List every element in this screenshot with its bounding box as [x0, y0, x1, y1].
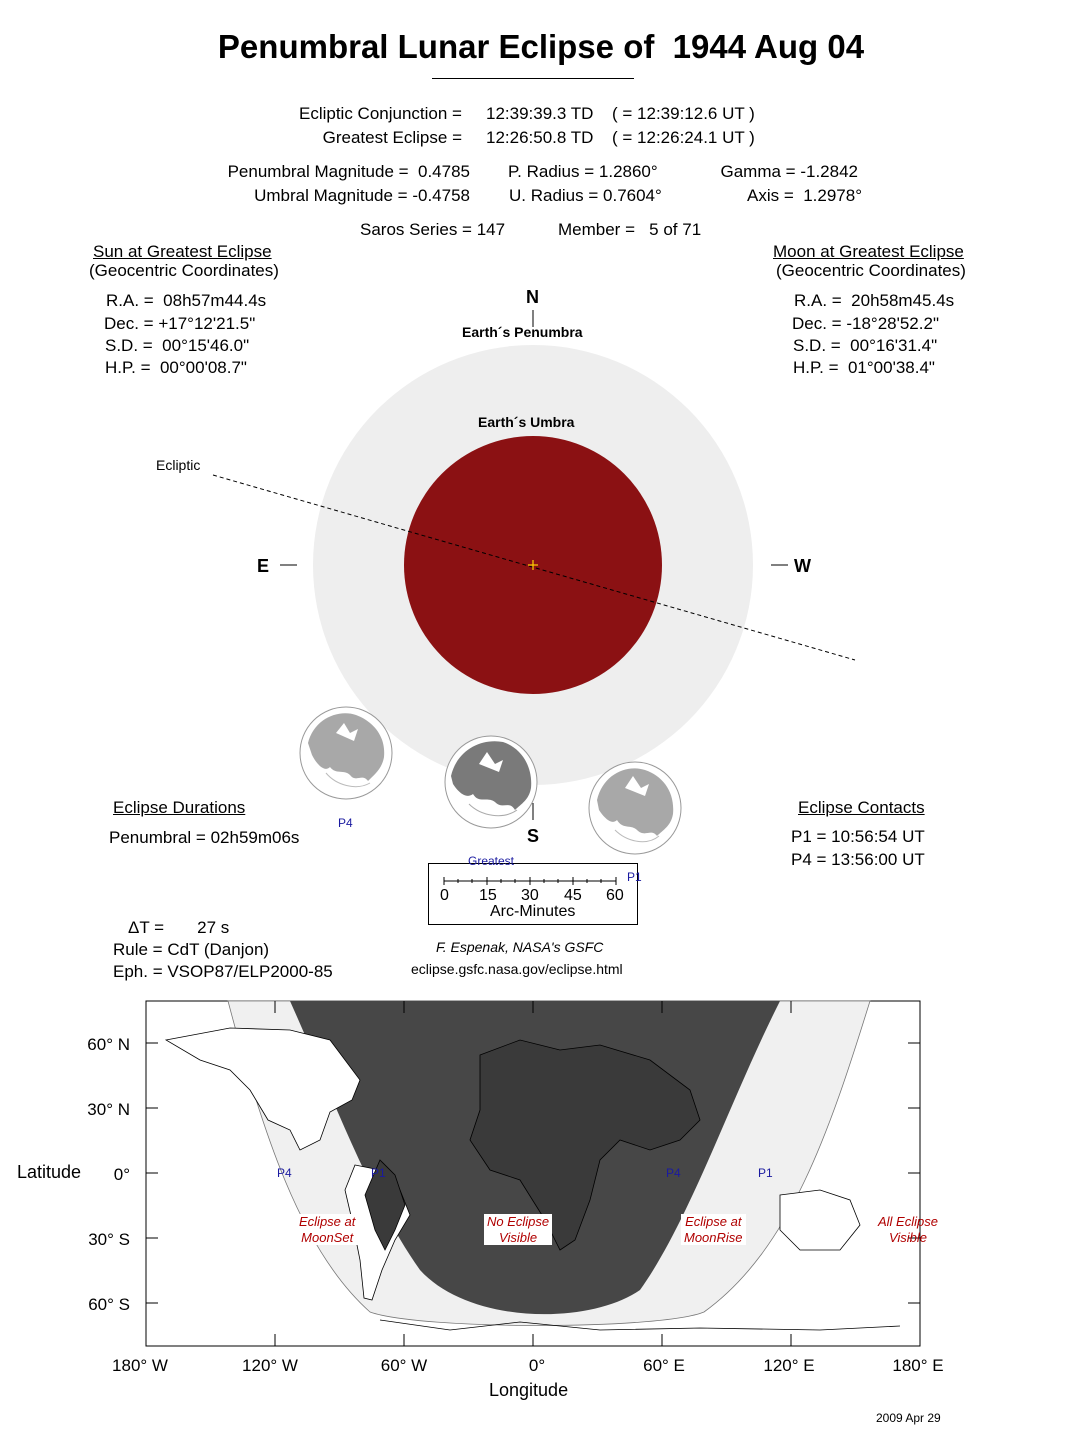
moon-hp: H.P. = 01°00'38.4"	[793, 358, 935, 377]
moon-dec: Dec. = -18°28'52.2"	[792, 314, 939, 333]
umbra-radius: U. Radius = 0.7604°	[509, 186, 662, 205]
conjunction-label: Ecliptic Conjunction =	[298, 104, 462, 123]
greatest-ut: ( = 12:26:24.1 UT )	[612, 128, 755, 147]
map-xlabel: Longitude	[489, 1380, 569, 1400]
lat-tick-30n: 30° N	[87, 1100, 130, 1119]
delta-t: ΔT = 27 s	[128, 918, 230, 937]
saros-series: Saros Series = 147	[360, 220, 506, 239]
east-label: E	[257, 556, 270, 576]
zone-moonrise-line2: MoonRise	[684, 1229, 743, 1245]
saros-member: Member = 5 of 71	[558, 220, 702, 239]
lon-tick-180w: 180° W	[112, 1356, 168, 1375]
map-p4-left: P4	[277, 1166, 292, 1180]
lon-tick-180e: 180° E	[892, 1356, 944, 1375]
umbra-label: Earth´s Umbra	[478, 414, 575, 430]
map-ylabel: Latitude	[17, 1162, 82, 1182]
moon-sd: S.D. = 00°16'31.4"	[793, 336, 938, 355]
zone-moonset-line1: Eclipse at	[299, 1214, 356, 1229]
greatest-label: Greatest Eclipse =	[322, 128, 462, 147]
axis: Axis = 1.2978°	[746, 186, 862, 205]
eclipse-diagram	[0, 280, 1082, 880]
lon-tick-0: 0°	[528, 1356, 546, 1375]
generated-date: 2009 Apr 29	[876, 1411, 941, 1425]
map-p1-right: P1	[758, 1166, 773, 1180]
conjunction-td: 12:39:39.3 TD	[486, 104, 594, 123]
durations-heading: Eclipse Durations	[113, 798, 246, 817]
moon-subheading: (Geocentric Coordinates)	[776, 261, 966, 280]
source-url: eclipse.gsfc.nasa.gov/eclipse.html	[411, 961, 623, 977]
ephemeris: Eph. = VSOP87/ELP2000-85	[113, 962, 333, 981]
scale-tick-15: 15	[479, 887, 497, 904]
sun-hp: H.P. = 00°00'08.7"	[105, 358, 247, 377]
zone-all-visible	[875, 1214, 941, 1245]
greatest-td: 12:26:50.8 TD	[486, 128, 594, 147]
south-label: S	[527, 826, 540, 846]
lat-tick-60s: 60° S	[88, 1295, 130, 1314]
lon-tick-120w: 120° W	[242, 1356, 298, 1375]
sun-dec: Dec. = +17°12'21.5"	[104, 314, 256, 333]
lat-tick-0: 0°	[113, 1165, 130, 1184]
zone-moonset	[296, 1214, 358, 1245]
gamma: Gamma = -1.2842	[720, 162, 858, 181]
zone-no-eclipse-line2: Visible	[499, 1229, 538, 1245]
ecliptic-label: Ecliptic	[156, 457, 201, 473]
north-label: N	[526, 287, 539, 307]
scale-tick-45: 45	[564, 887, 582, 904]
lon-tick-120e: 120° E	[763, 1356, 815, 1375]
zone-moonset-line2: MoonSet	[301, 1229, 354, 1245]
conjunction-ut: ( = 12:39:12.6 UT )	[612, 104, 755, 123]
title-rule	[432, 78, 634, 79]
zone-moonrise-line1: Eclipse at	[685, 1214, 742, 1229]
penumbral-duration: Penumbral = 02h59m06s	[109, 828, 300, 847]
moon-greatest	[445, 736, 537, 828]
contacts-heading: Eclipse Contacts	[798, 798, 925, 817]
penumbral-magnitude: Penumbral Magnitude = 0.4785	[227, 162, 470, 181]
moon-heading: Moon at Greatest Eclipse	[773, 242, 964, 261]
moon-p4	[300, 707, 392, 799]
rule: Rule = CdT (Danjon)	[113, 940, 270, 959]
greatest-moon-label: Greatest	[468, 854, 515, 868]
contact-p4: P4 = 13:56:00 UT	[791, 850, 925, 869]
lat-tick-30s: 30° S	[88, 1230, 130, 1249]
umbral-magnitude: Umbral Magnitude = -0.4758	[254, 186, 470, 205]
moon-p1	[589, 762, 681, 854]
lat-tick-60n: 60° N	[87, 1035, 130, 1054]
penumbra-radius: P. Radius = 1.2860°	[508, 162, 658, 181]
sun-ra: R.A. = 08h57m44.4s	[106, 291, 267, 310]
credit: F. Espenak, NASA's GSFC	[436, 939, 604, 955]
sun-heading: Sun at Greatest Eclipse	[93, 242, 272, 261]
page-title: Penumbral Lunar Eclipse of 1944 Aug 04	[217, 28, 865, 65]
moon-ra: R.A. = 20h58m45.4s	[794, 291, 955, 310]
lon-tick-60e: 60° E	[643, 1356, 685, 1375]
zone-moonrise	[681, 1214, 746, 1245]
west-label: W	[794, 556, 811, 576]
sun-sd: S.D. = 00°15'46.0"	[105, 336, 250, 355]
map-p4-right: P4	[666, 1166, 681, 1180]
zone-no-eclipse-line1: No Eclipse	[487, 1214, 550, 1229]
p1-moon-label: P1	[627, 870, 642, 884]
zone-no-eclipse	[484, 1214, 552, 1245]
scale-tick-60: 60	[606, 887, 624, 904]
contact-p1: P1 = 10:56:54 UT	[791, 827, 925, 846]
zone-all-line2: Visible	[888, 1229, 928, 1245]
scale-tick-30: 30	[521, 887, 539, 904]
scale-tick-0: 0	[440, 887, 449, 904]
visibility-map	[0, 990, 1082, 1360]
sun-subheading: (Geocentric Coordinates)	[89, 261, 279, 280]
lon-tick-60w: 60° W	[380, 1356, 428, 1375]
map-p1-left: P1	[371, 1166, 386, 1180]
penumbra-label: Earth´s Penumbra	[462, 324, 583, 340]
zone-all-line1: All Eclipse	[878, 1214, 938, 1229]
scale-label: Arc-Minutes	[490, 903, 576, 920]
p4-moon-label: P4	[338, 816, 353, 830]
